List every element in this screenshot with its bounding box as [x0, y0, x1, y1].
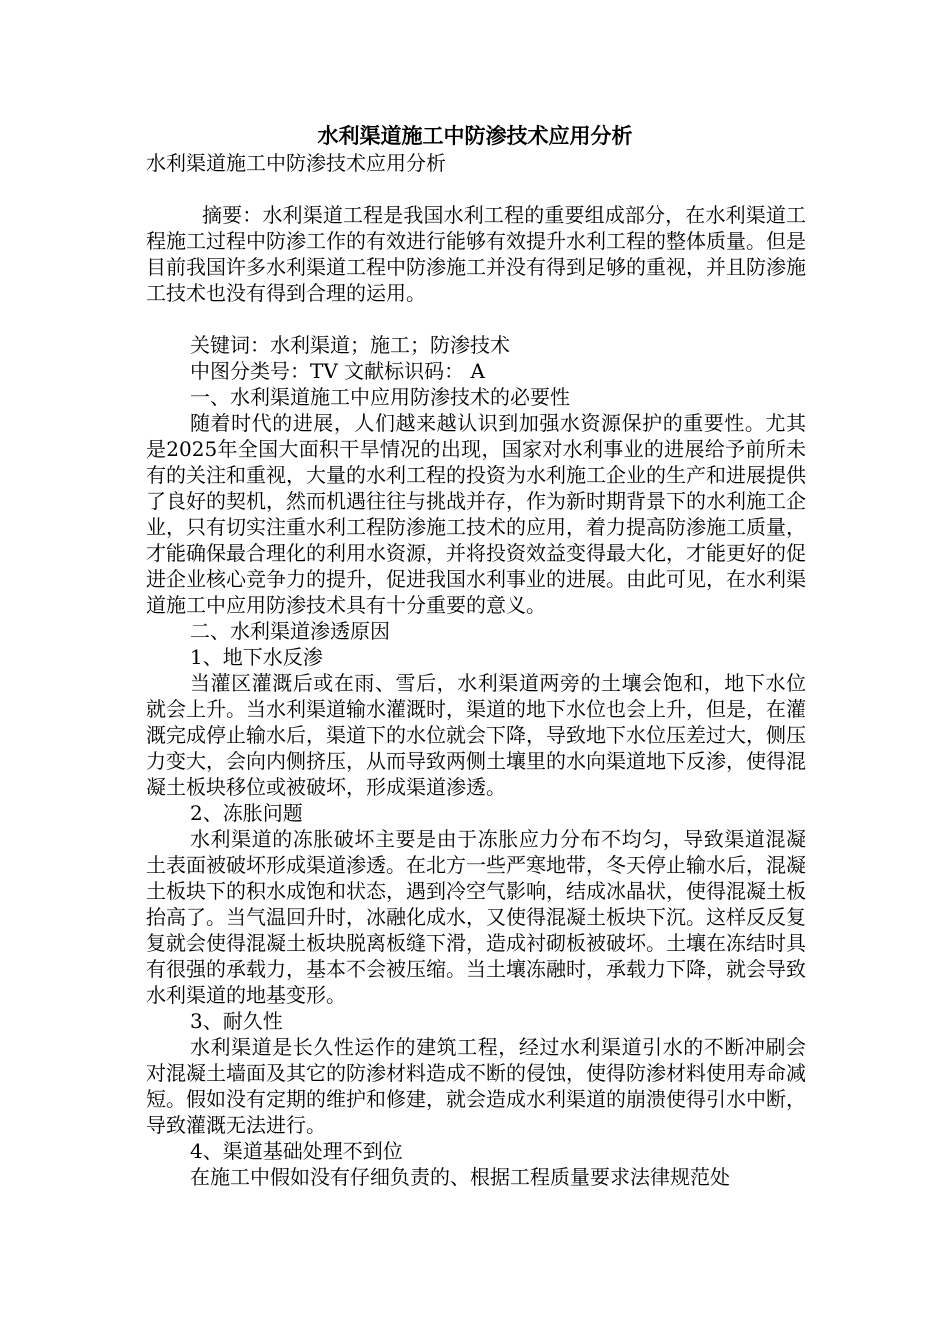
section1-heading: 一、水利渠道施工中应用防渗技术的必要性 [190, 385, 570, 409]
subsection2-heading: 2、冻胀问题 [190, 801, 303, 825]
subsection4-heading: 4、渠道基础处理不到位 [190, 1139, 403, 1163]
subsection3-heading: 3、耐久性 [190, 1009, 283, 1033]
subsection1-paragraph: 当灌区灌溉后或在雨、雪后，水利渠道两旁的土壤会饱和，地下水位就会上升。当水利渠道输水灌溉时，渠道的地下水位也会上升，但是，在灌溉完成停止输水后，渠道下的水位就会下降，导致地下水位压差过大，侧压力变大，会向内侧挤压，从而导致两侧土壤里的水向渠道地下反渗，使得混凝土板块移位或被破坏，形成渠道渗透。 [146, 671, 806, 799]
blank-line [146, 176, 806, 202]
abstract-paragraph: 摘要：水利渠道工程是我国水利工程的重要组成部分，在水利渠道工程施工过程中防渗工作的有效进行能够有效提升水利工程的整体质量。但是目前我国许多水利渠道工程中防渗施工并没有得到足够的重视，并且防渗施工技术也没有得到合理的运用。 [146, 203, 806, 305]
document-subtitle: 水利渠道施工中防渗技术应用分析 [146, 151, 446, 175]
subsection2-paragraph: 水利渠道的冻胀破坏主要是由于冻胀应力分布不均匀，导致渠道混凝土表面被破坏形成渠道渗透。在北方一些严寒地带，冬天停止输水后，混凝土板块下的积水成饱和状态，遇到冷空气影响，结成冰晶状，使得混凝土板抬高了。当气温回升时，冰融化成水，又使得混凝土板块下沉。这样反反复复就会使得混凝土板块脱离板缝下滑，造成衬砌板被破坏。土壤在冻结时具有很强的承载力，基本不会被压缩。当土壤冻融时，承载力下降，就会导致水利渠道的地基变形。 [146, 827, 806, 1007]
subsection1-heading: 1、地下水反渗 [190, 645, 323, 669]
blank-line [146, 306, 806, 332]
document-body [146, 150, 806, 1190]
classification-line: 中图分类号：TV 文献标识码： A [190, 359, 485, 383]
document-title: 水利渠道施工中防渗技术应用分析 [317, 124, 633, 148]
section2-heading: 二、水利渠道渗透原因 [190, 619, 390, 643]
subsection4-paragraph: 在施工中假如没有仔细负责的、根据工程质量要求法律规范处 [190, 1165, 730, 1189]
section1-paragraph: 随着时代的进展，人们越来越认识到加强水资源保护的重要性。尤其是2025年全国大面积干旱情况的出现，国家对水利事业的进展给予前所未有的关注和重视，大量的水利工程的投资为水利施工企业的生产和进展提供了良好的契机，然而机遇往往与挑战并存，作为新时期背景下的水利施工企业，只有切实注重水利工程防渗施工技术的应用，着力提高防渗施工质量，才能确保最合理化的利用水资源，并将投资效益变得最大化，才能更好的促进企业核心竞争力的提升，促进我国水利事业的进展。由此可见，在水利渠道施工中应用防渗技术具有十分重要的意义。 [146, 411, 806, 617]
keywords-line: 关键词：水利渠道；施工；防渗技术 [190, 333, 510, 357]
subsection3-paragraph: 水利渠道是长久性运作的建筑工程，经过水利渠道引水的不断冲刷会对混凝土墙面及其它的防渗材料造成不断的侵蚀，使得防渗材料使用寿命减短。假如没有定期的维护和修建，就会造成水利渠道的崩溃使得引水中断，导致灌溉无法进行。 [146, 1035, 806, 1137]
